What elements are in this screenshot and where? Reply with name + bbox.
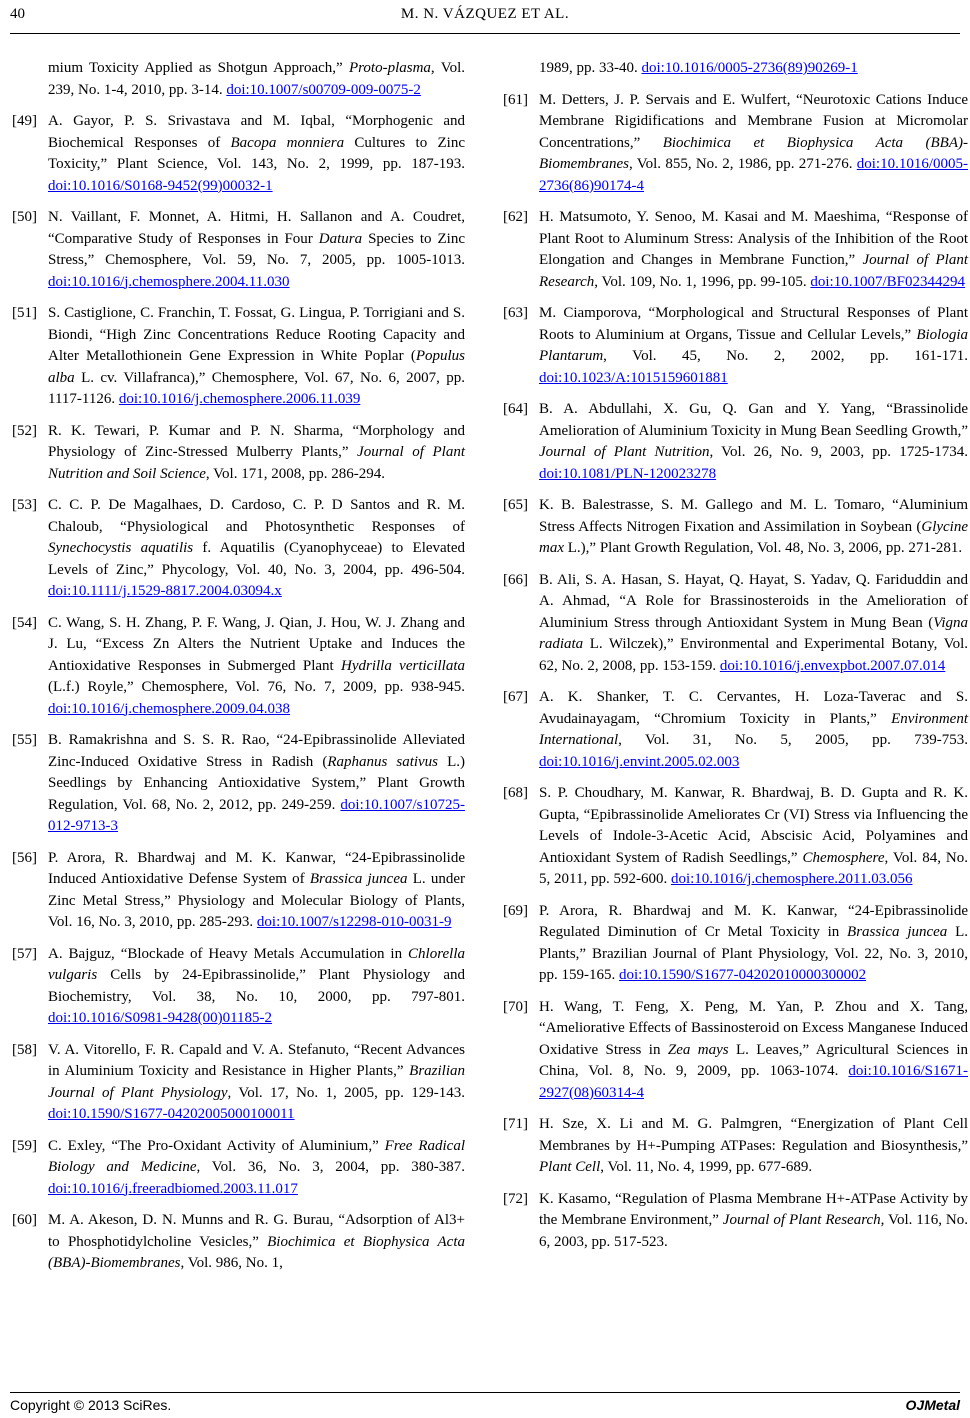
reference-ital: Biologia Plantarum	[539, 326, 968, 364]
reference-pre: A. K. Shanker, T. C. Cervantes, H. Loza-Taverac and S. Avudainayagam, “Chromium Toxicity in Plants,”	[539, 689, 968, 727]
reference-ital: Hydrilla verticillata	[341, 657, 465, 674]
reference-number: [69]	[503, 902, 528, 919]
reference-entry	[503, 207, 968, 293]
doi-link[interactable]: doi:10.1007/BF02344294	[810, 273, 965, 290]
reference-text	[48, 1040, 465, 1126]
reference-post: , Vol. 11, No. 4, 1999, pp. 677-689.	[600, 1159, 813, 1175]
reference-entry	[503, 90, 968, 198]
footer-rule	[10, 1392, 960, 1393]
reference-text	[48, 613, 465, 721]
reference-number: [63]	[503, 305, 528, 321]
reference-ital: Populus alba	[48, 348, 465, 386]
reference-ital: Biochimica et Biophysica Acta (BBA)-Biomembranes	[539, 134, 968, 172]
reference-number: [50]	[12, 209, 37, 225]
page-footer	[0, 1392, 970, 1418]
reference-text	[539, 495, 968, 560]
reference-post: , Vol. 855, No. 2, 1986, pp. 271-276.	[629, 156, 857, 172]
doi-link[interactable]: doi:10.1016/j.chemosphere.2011.03.056	[670, 871, 913, 887]
reference-post: L. Plants,” Brazilian Journal of Plant Physiology, Vol. 22, No. 3, 2010, pp. 159-165.	[539, 924, 968, 983]
reference-post: Cells by 24-Epibrassinolide,” Plant Physiology and Biochemistry, Vol. 38, No. 10, 2000, pp. 797-801.	[48, 967, 465, 1005]
reference-entry	[503, 1189, 968, 1254]
reference-pre: M. Ciamporova, “Morphological and Structural Responses of Plant Roots to Aluminium at Organs, Tissue and Cellular Levels,”	[539, 305, 968, 343]
doi-link[interactable]: doi:10.1590/S1677-04202010000300002	[619, 967, 867, 983]
reference-text	[48, 1210, 465, 1275]
reference-entry	[12, 495, 465, 603]
reference-post: , Vol. 986, No. 1,	[180, 1255, 283, 1271]
reference-pre: mium Toxicity Applied as Shotgun Approach,”	[48, 60, 349, 76]
reference-number: [57]	[12, 945, 37, 962]
doi-link[interactable]: doi:10.1016/S1671-2927(08)60314-4	[539, 1063, 968, 1101]
reference-entry	[12, 1040, 465, 1126]
reference-pre: B. Ramakrishna and S. S. R. Rao, “24-Epibrassinolide Alleviated Zinc-Induced Oxidative Stress in Radish (	[48, 732, 465, 770]
reference-number: [54]	[12, 614, 37, 631]
reference-text	[539, 570, 968, 678]
right-reference-column	[503, 58, 968, 1263]
reference-pre: B. Ali, S. A. Hasan, S. Hayat, Q. Hayat, S. Yadav, Q. Fariduddin and A. Ahmad, “A Role for Brassinosteroids in the Amelioration of Aluminium Stress through Antioxidant System in Mung Bean (	[539, 571, 968, 631]
reference-post: L.),” Plant Growth Regulation, Vol. 48, No. 3, 2006, pp. 271-281.	[564, 540, 963, 556]
reference-text	[12, 58, 465, 101]
reference-entry	[503, 687, 968, 773]
doi-link[interactable]: doi:10.1016/j.chemosphere.2004.11.030	[48, 273, 290, 290]
reference-number: [49]	[12, 113, 37, 129]
reference-post: L. Wilczek),” Environmental and Experimental Botany, Vol. 62, No. 2, 2008, pp. 153-159.	[539, 636, 968, 674]
reference-number: [60]	[12, 1212, 37, 1228]
reference-pre: H. Matsumoto, Y. Senoo, M. Kasai and M. Maeshima, “Response of Plant Root to Aluminum Stress: Analysis of the Inhibition of the Root Elongation and Changes in Membrane Function,”	[539, 209, 968, 268]
reference-ital: Biochimica et Biophysica Acta (BBA)-Biomembranes	[48, 1233, 465, 1271]
reference-entry	[12, 848, 465, 934]
reference-post: , Vol. 84, No. 5, 2011, pp. 592-600.	[539, 849, 968, 887]
reference-number: [67]	[503, 689, 528, 705]
reference-entry	[12, 730, 465, 838]
reference-pre: V. A. Vitorello, F. R. Capald and V. A. Stefanuto, “Recent Advances in Aluminium Toxicity and Resistance in Higher Plants,”	[48, 1041, 465, 1079]
reference-post: , Vol. 31, No. 5, 2005, pp. 739-753.	[618, 732, 968, 748]
reference-pre: K. B. Balestrasse, S. M. Gallego and M. L. Tomaro, “Aluminium Stress Affects Nitrogen Fixation and Assimilation in Soybean (	[539, 497, 968, 535]
reference-number: [58]	[12, 1041, 37, 1058]
doi-link[interactable]: doi:10.1023/A:1015159601881	[539, 369, 728, 386]
reference-entry	[503, 570, 968, 678]
reference-text	[48, 1136, 465, 1201]
reference-entry	[12, 613, 465, 721]
reference-post: , Vol. 36, No. 3, 2004, pp. 380-387.	[196, 1159, 465, 1175]
reference-pre: B. A. Abdullahi, X. Gu, Q. Gan and Y. Yang, “Brassinolide Amelioration of Aluminium Toxicity in Mung Bean Seedling Growth,”	[539, 401, 968, 439]
reference-entry	[503, 399, 968, 485]
reference-entry	[503, 783, 968, 891]
reference-number: [70]	[503, 998, 528, 1015]
reference-ital: Free Radical Biology and Medicine	[48, 1137, 466, 1175]
reference-post: (L.f.) Royle,” Chemosphere, Vol. 76, No. 7, 2009, pp. 938-945.	[48, 679, 465, 695]
reference-number: [61]	[503, 91, 528, 108]
doi-link[interactable]: doi:10.1016/j.envexpbot.2007.07.014	[719, 657, 946, 674]
running-title: M. N. VÁZQUEZ ET AL.	[400, 6, 570, 22]
reference-ital: Vigna radiata	[539, 614, 968, 652]
reference-text	[539, 207, 968, 293]
reference-text	[539, 997, 968, 1105]
reference-ital: Synechocystis aquatilis	[48, 540, 194, 556]
reference-number: [56]	[12, 849, 37, 866]
reference-number: [72]	[503, 1190, 528, 1207]
reference-entry	[503, 303, 968, 389]
reference-pre: K. Kasamo, “Regulation of Plasma Membrane H+-ATPase Activity by the Membrane Environment,”	[539, 1190, 968, 1228]
reference-number: [71]	[503, 1116, 528, 1132]
reference-entry	[503, 997, 968, 1105]
reference-post: , Vol. 109, No. 1, 1996, pp. 99-105.	[594, 273, 811, 290]
reference-ital: Journal of Plant Nutrition	[539, 444, 710, 460]
reference-pre: A. Gayor, P. S. Srivastava and M. Iqbal, “Morphogenic and Biochemical Responses of	[48, 113, 465, 151]
reference-pre: C. C. P. De Magalhaes, D. Cardoso, C. P. D Santos and R. M. Chaloub, “Physiological and Photosynthetic Responses of	[48, 497, 465, 535]
reference-ital: Brazilian Journal of Plant Physiology	[48, 1063, 465, 1101]
reference-ital: Bacopa monniera	[230, 134, 345, 151]
reference-ital: Datura	[318, 230, 363, 247]
reference-text	[539, 783, 968, 891]
reference-pre: H. Wang, T. Feng, X. Peng, M. Yan, P. Zhou and X. Tang, “Ameliorative Effects of Bassinosteroid on Excess Manganese Induced Oxidative Stress in	[539, 998, 968, 1058]
journal-name: OJMetal	[905, 1397, 960, 1413]
reference-text	[539, 687, 968, 773]
reference-text	[48, 421, 465, 486]
doi-link[interactable]: doi:10.1016/j.envint.2005.02.003	[539, 753, 740, 770]
reference-ital: Chemosphere	[802, 849, 885, 866]
reference-text	[48, 944, 465, 1030]
reference-post: , Vol. 45, No. 2, 2002, pp. 161-171.	[603, 348, 968, 364]
reference-text	[48, 207, 465, 293]
doi-link[interactable]: doi:10.1111/j.1529-8817.2004.03094.x	[48, 583, 282, 599]
reference-number: [65]	[503, 497, 528, 513]
reference-post: , Vol. 239, No. 1-4, 2010, pp. 3-14.	[48, 60, 466, 98]
reference-number: [59]	[12, 1137, 37, 1154]
reference-pre: 1989, pp. 33-40.	[539, 60, 642, 76]
reference-entry	[503, 495, 968, 560]
doi-link[interactable]: doi:10.1007/s00709-009-0075-2	[226, 81, 421, 98]
reference-number: [55]	[12, 732, 37, 748]
doi-link[interactable]: doi:10.1590/S1677-04202005000100011	[48, 1106, 295, 1122]
reference-text	[539, 90, 968, 198]
reference-post: L. under Zinc Metal Stress,” Physiology and Molecular Biology of Plants, Vol. 16, No. 3, 2010, pp. 285-293.	[48, 871, 465, 930]
reference-entry	[12, 111, 465, 197]
reference-post: L. Leaves,” Agricultural Sciences in China, Vol. 8, No. 9, 2009, pp. 1063-1074.	[539, 1041, 969, 1079]
reference-post: L.) Seedlings by Enhancing Antioxidative System,” Plant Growth Regulation, Vol. 68, No. 2, 2012, pp. 249-259.	[48, 753, 465, 813]
header-rule	[10, 33, 960, 34]
reference-post: f. Aquatilis (Cyanophyceae) to Elevated Levels of Zinc,” Phycology, Vol. 40, No. 3, 2004, pp. 496-504.	[48, 540, 465, 578]
reference-entry	[12, 207, 465, 293]
reference-pre: P. Arora, R. Bhardwaj and M. K. Kanwar, “24-Epibrassinolide Induced Antioxidative Defense System of	[48, 849, 465, 887]
reference-ital: Raphanus sativus	[327, 753, 439, 770]
reference-ital: Journal of Plant Nutrition and Soil Science	[48, 444, 465, 482]
reference-entry	[12, 944, 465, 1030]
reference-entry	[12, 421, 465, 486]
reference-pre: C. Exley, “The Pro-Oxidant Activity of Aluminium,”	[48, 1137, 385, 1154]
reference-post: , Vol. 116, No. 6, 2003, pp. 517-523.	[539, 1212, 968, 1250]
reference-ital: Plant Cell	[539, 1159, 601, 1175]
reference-pre: M. A. Akeson, D. N. Munns and R. G. Burau, “Adsorption of Al3+ to Phosphotidylcholine Vesicles,”	[48, 1212, 465, 1250]
reference-post: L. cv. Villafranca),” Chemosphere, Vol. 67, No. 6, 2007, pp. 1117-1126.	[48, 369, 465, 407]
reference-text	[48, 303, 465, 411]
reference-text	[539, 1189, 968, 1254]
left-reference-column	[12, 58, 465, 1285]
doi-link[interactable]: doi:10.1016/S0168-9452(99)00032-1	[48, 177, 273, 194]
doi-link[interactable]: doi:10.1007/s12298-010-0031-9	[256, 914, 452, 930]
reference-pre: H. Sze, X. Li and M. G. Palmgren, “Energization of Plant Cell Membranes by H+-Pumping ATPases: Regulation and Biosynthesis,”	[539, 1116, 968, 1154]
reference-ital: Chlorella vulgaris	[48, 945, 465, 983]
reference-pre: S. P. Choudhary, M. Kanwar, R. Bhardwaj, B. D. Gupta and R. K. Gupta, “Epibrassinolide Ameliorates Cr (VI) Stress via Influencing the Levels of Indole-3-Acetic Acid, Abscisic Acid, Polyamines and Antioxidant System of Radish Seedlings,”	[539, 785, 968, 866]
reference-post: , Vol. 17, No. 1, 2005, pp. 129-143.	[227, 1084, 465, 1101]
reference-pre: P. Arora, R. Bhardwaj and M. K. Kanwar, “24-Epibrassinolide Regulated Diminution of Cr Metal Toxicity in	[539, 902, 968, 940]
copyright-notice: Copyright © 2013 SciRes.	[10, 1397, 172, 1413]
reference-text	[539, 1114, 968, 1179]
reference-post: Species to Zinc Stress,” Chemosphere, Vol. 59, No. 7, 2005, pp. 1005-1013.	[48, 230, 465, 268]
reference-ital: Glycine max	[539, 518, 968, 556]
reference-text	[503, 58, 968, 80]
reference-text	[48, 848, 465, 934]
reference-post: Cultures to Zinc Toxicity,” Plant Science, Vol. 143, No. 2, 1999, pp. 187-193.	[48, 134, 465, 172]
reference-ital: Brassica juncea	[309, 871, 408, 887]
reference-pre: M. Detters, J. P. Servais and E. Wulfert, “Neurotoxic Cations Induce Membrane Rigidifications and Membrane Fusion at Micromolar Concentrations,”	[539, 91, 968, 151]
page-header	[0, 0, 970, 40]
doi-link[interactable]: doi:10.1016/j.freeradbiomed.2003.11.017	[48, 1180, 298, 1197]
reference-post: , Vol. 171, 2008, pp. 286-294.	[205, 465, 385, 482]
reference-ital: Journal of Plant Research	[539, 252, 969, 290]
reference-pre: R. K. Tewari, P. Kumar and P. N. Sharma, “Morphology and Physiology of Zinc-Stressed Mulberry Plants,”	[48, 422, 465, 460]
reference-ital: Proto-plasma	[348, 60, 431, 76]
reference-number: [62]	[503, 209, 528, 225]
doi-link[interactable]: doi:10.1016/0005-2736(89)90269-1	[641, 60, 858, 76]
reference-text	[48, 111, 465, 197]
doi-link[interactable]: doi:10.1016/j.chemosphere.2006.11.039	[118, 391, 361, 407]
reference-number: [51]	[12, 305, 37, 321]
reference-pre: S. Castiglione, C. Franchin, T. Fossat, G. Lingua, P. Torrigiani and S. Biondi, “High Zinc Concentrations Reduce Rooting Capacity and Alter Metallothionein Gene Expression in White Poplar (	[48, 305, 465, 364]
reference-number: [64]	[503, 401, 528, 417]
reference-entry	[503, 58, 968, 80]
reference-pre: N. Vaillant, F. Monnet, A. Hitmi, H. Sallanon and A. Coudret, “Comparative Study of Responses in Four	[48, 209, 465, 247]
reference-text	[48, 495, 465, 603]
reference-text	[539, 901, 968, 987]
reference-number: [68]	[503, 785, 528, 801]
reference-number: [53]	[12, 497, 37, 513]
reference-text	[539, 399, 968, 485]
reference-pre: A. Bajguz, “Blockade of Heavy Metals Accumulation in	[48, 945, 409, 962]
reference-ital: Environment International	[539, 710, 968, 748]
reference-number: [66]	[503, 571, 528, 588]
reference-entry	[503, 1114, 968, 1179]
doi-link[interactable]: doi:10.1007/s10725-012-9713-3	[48, 796, 465, 834]
page-number: 40	[10, 6, 25, 22]
reference-number: [52]	[12, 422, 37, 439]
reference-pre: C. Wang, S. H. Zhang, P. F. Wang, J. Qian, J. Hou, W. J. Zhang and J. Lu, “Excess Zn Alters the Nutrient Uptake and Induces the Antioxidative Responses in Submerged Plant	[48, 614, 465, 674]
reference-ital: Journal of Plant Research	[722, 1212, 881, 1228]
reference-ital: Brassica juncea	[847, 924, 948, 940]
reference-entry	[12, 1136, 465, 1201]
reference-post: , Vol. 26, No. 9, 2003, pp. 1725-1734.	[709, 444, 968, 460]
reference-entry	[12, 58, 465, 101]
reference-entry	[12, 1210, 465, 1275]
doi-link[interactable]: doi:10.1016/0005-2736(86)90174-4	[539, 156, 968, 194]
doi-link[interactable]: doi:10.1016/j.chemosphere.2009.04.038	[48, 700, 291, 717]
reference-entry	[12, 303, 465, 411]
doi-link[interactable]: doi:10.1016/S0981-9428(00)01185-2	[48, 1010, 273, 1026]
reference-entry	[503, 901, 968, 987]
reference-ital: Zea mays	[667, 1041, 729, 1058]
reference-text	[539, 303, 968, 389]
doi-link[interactable]: doi:10.1081/PLN-120023278	[539, 465, 717, 482]
reference-text	[48, 730, 465, 838]
